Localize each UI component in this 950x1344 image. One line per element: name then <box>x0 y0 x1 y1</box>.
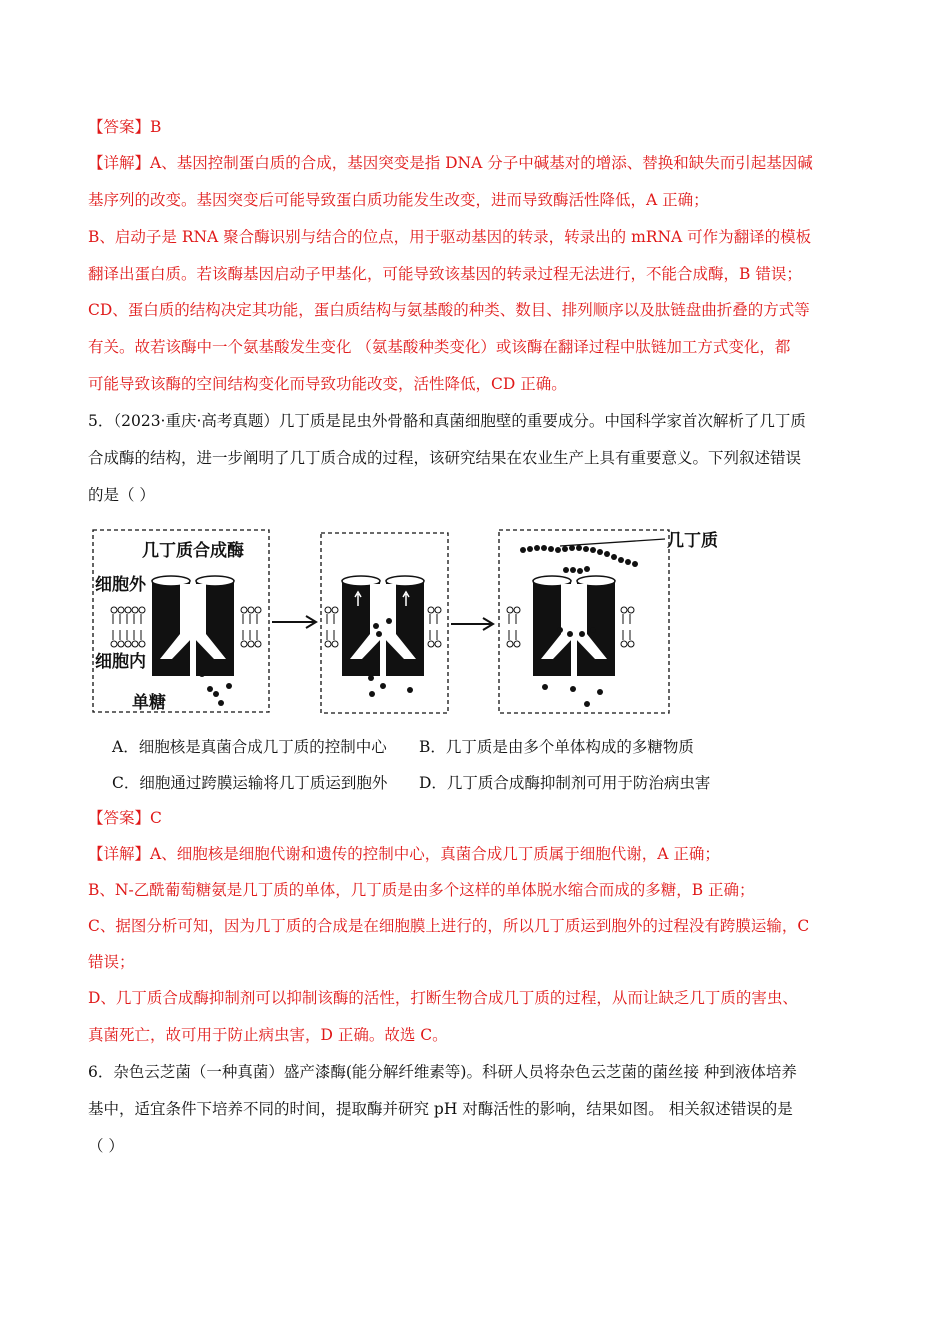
question-stem-line: 6．杂色云芝菌（一种真菌）盛产漆酶(能分解纤维素等)。科研人员将杂色云芝菌的菌丝接 种到液体培养 <box>88 1063 797 1081</box>
detail-line: 【详解】A、细胞核是细胞代谢和遗传的控制中心，真菌合成几丁质属于细胞代谢，A 正确； <box>88 845 720 863</box>
chitin-label: 几丁质 <box>667 531 718 551</box>
answer-label: 【答案】C <box>88 809 162 827</box>
detail-line: 有关。故若该酶中一个氨基酸发生变化 （氨基酸种类变化）或该酶在翻译过程中肽链加工方式变化，都 <box>88 338 791 356</box>
detail-line: 可能导致该酶的空间结构变化而导致功能改变，活性降低，CD 正确。 <box>88 375 567 393</box>
membrane-left-2 <box>325 607 338 647</box>
enzyme-label: 几丁质合成酶 <box>142 541 244 561</box>
chitin-pointer <box>560 539 665 546</box>
outside-label: 细胞外 <box>95 575 146 595</box>
detail-line: B、启动子是 RNA 聚合酶识别与结合的位点，用于驱动基因的转录，转录出的 mRNA 可作为翻译的模板 <box>88 228 812 246</box>
question-stem-line: 基中，适宜条件下培养不同的时间，提取酶并研究 pH 对酶活性的影响，结果如图。 相关叙述错误的是 <box>88 1100 793 1118</box>
monosaccharide-dots-2 <box>368 675 413 697</box>
enzyme-body-3 <box>533 566 615 676</box>
detail-line: 错误； <box>88 953 135 971</box>
membrane-right-3 <box>621 607 634 647</box>
question-stem-line: 合成酶的结构，进一步阐明了几丁质合成的过程，该研究结果在农业生产上具有重要意义。下列叙述错误 <box>88 449 802 467</box>
option-d[interactable]: D．几丁质合成酶抑制剂可用于防治病虫害 <box>419 774 711 792</box>
chitin-synthase-diagram <box>90 526 730 718</box>
detail-line: 真菌死亡，故可用于防止病虫害，D 正确。故选 C。 <box>88 1026 448 1044</box>
detail-line: 基序列的改变。基因突变后可能导致蛋白质功能发生改变，进而导致酶活性降低，A 正确； <box>88 191 709 209</box>
chitin-chain <box>520 545 638 567</box>
question-stem-line: （ ） <box>88 1137 124 1155</box>
option-a[interactable]: A．细胞核是真菌合成几丁质的控制中心 <box>112 738 387 756</box>
detail-line: 【详解】A、基因控制蛋白质的合成，基因突变是指 DNA 分子中碱基对的增添、替换和缺失而引起基因碱 <box>88 154 813 172</box>
question-stem-line: 的是（ ） <box>88 486 155 504</box>
membrane-right-1 <box>241 607 261 647</box>
membrane-right-2 <box>428 607 441 647</box>
inside-label: 细胞内 <box>95 652 146 672</box>
membrane-left-3 <box>507 607 520 647</box>
arrow-2 <box>451 618 493 630</box>
monosaccharide-dots-3 <box>542 684 603 707</box>
monosaccharide-label: 单糖 <box>132 693 166 713</box>
arrow-1 <box>272 616 316 628</box>
membrane-left-1 <box>111 607 145 647</box>
detail-line: 翻译出蛋白质。若该酶基因启动子甲基化，可能导致该基因的转录过程无法进行，不能合成酶，B 错误； <box>88 265 802 283</box>
detail-line: B、N-乙酰葡萄糖氨是几丁质的单体，几丁质是由多个这样的单体脱水缩合而成的多糖，B 正确； <box>88 881 755 899</box>
detail-line: D、几丁质合成酶抑制剂可以抑制该酶的活性，打断生物合成几丁质的过程，从而让缺乏几丁质的害虫、 <box>88 989 798 1007</box>
answer-label: 【答案】B <box>88 118 162 136</box>
option-b[interactable]: B．几丁质是由多个单体构成的多糖物质 <box>419 738 694 756</box>
enzyme-body-2 <box>342 576 424 676</box>
detail-line: C、据图分析可知，因为几丁质的合成是在细胞膜上进行的，所以几丁质运到胞外的过程没有跨膜运输，C <box>88 917 810 935</box>
monosaccharide-dots-1 <box>199 671 232 706</box>
question-stem-line: 5．（2023·重庆·高考真题）几丁质是昆虫外骨骼和真菌细胞壁的重要成分。中国科学家首次解析了几丁质 <box>88 412 806 430</box>
option-c[interactable]: C．细胞通过跨膜运输将几丁质运到胞外 <box>112 774 388 792</box>
detail-line: CD、蛋白质的结构决定其功能，蛋白质结构与氨基酸的种类、数目、排列顺序以及肽链盘曲折叠的方式等 <box>88 301 810 319</box>
enzyme-body-1 <box>152 576 234 676</box>
